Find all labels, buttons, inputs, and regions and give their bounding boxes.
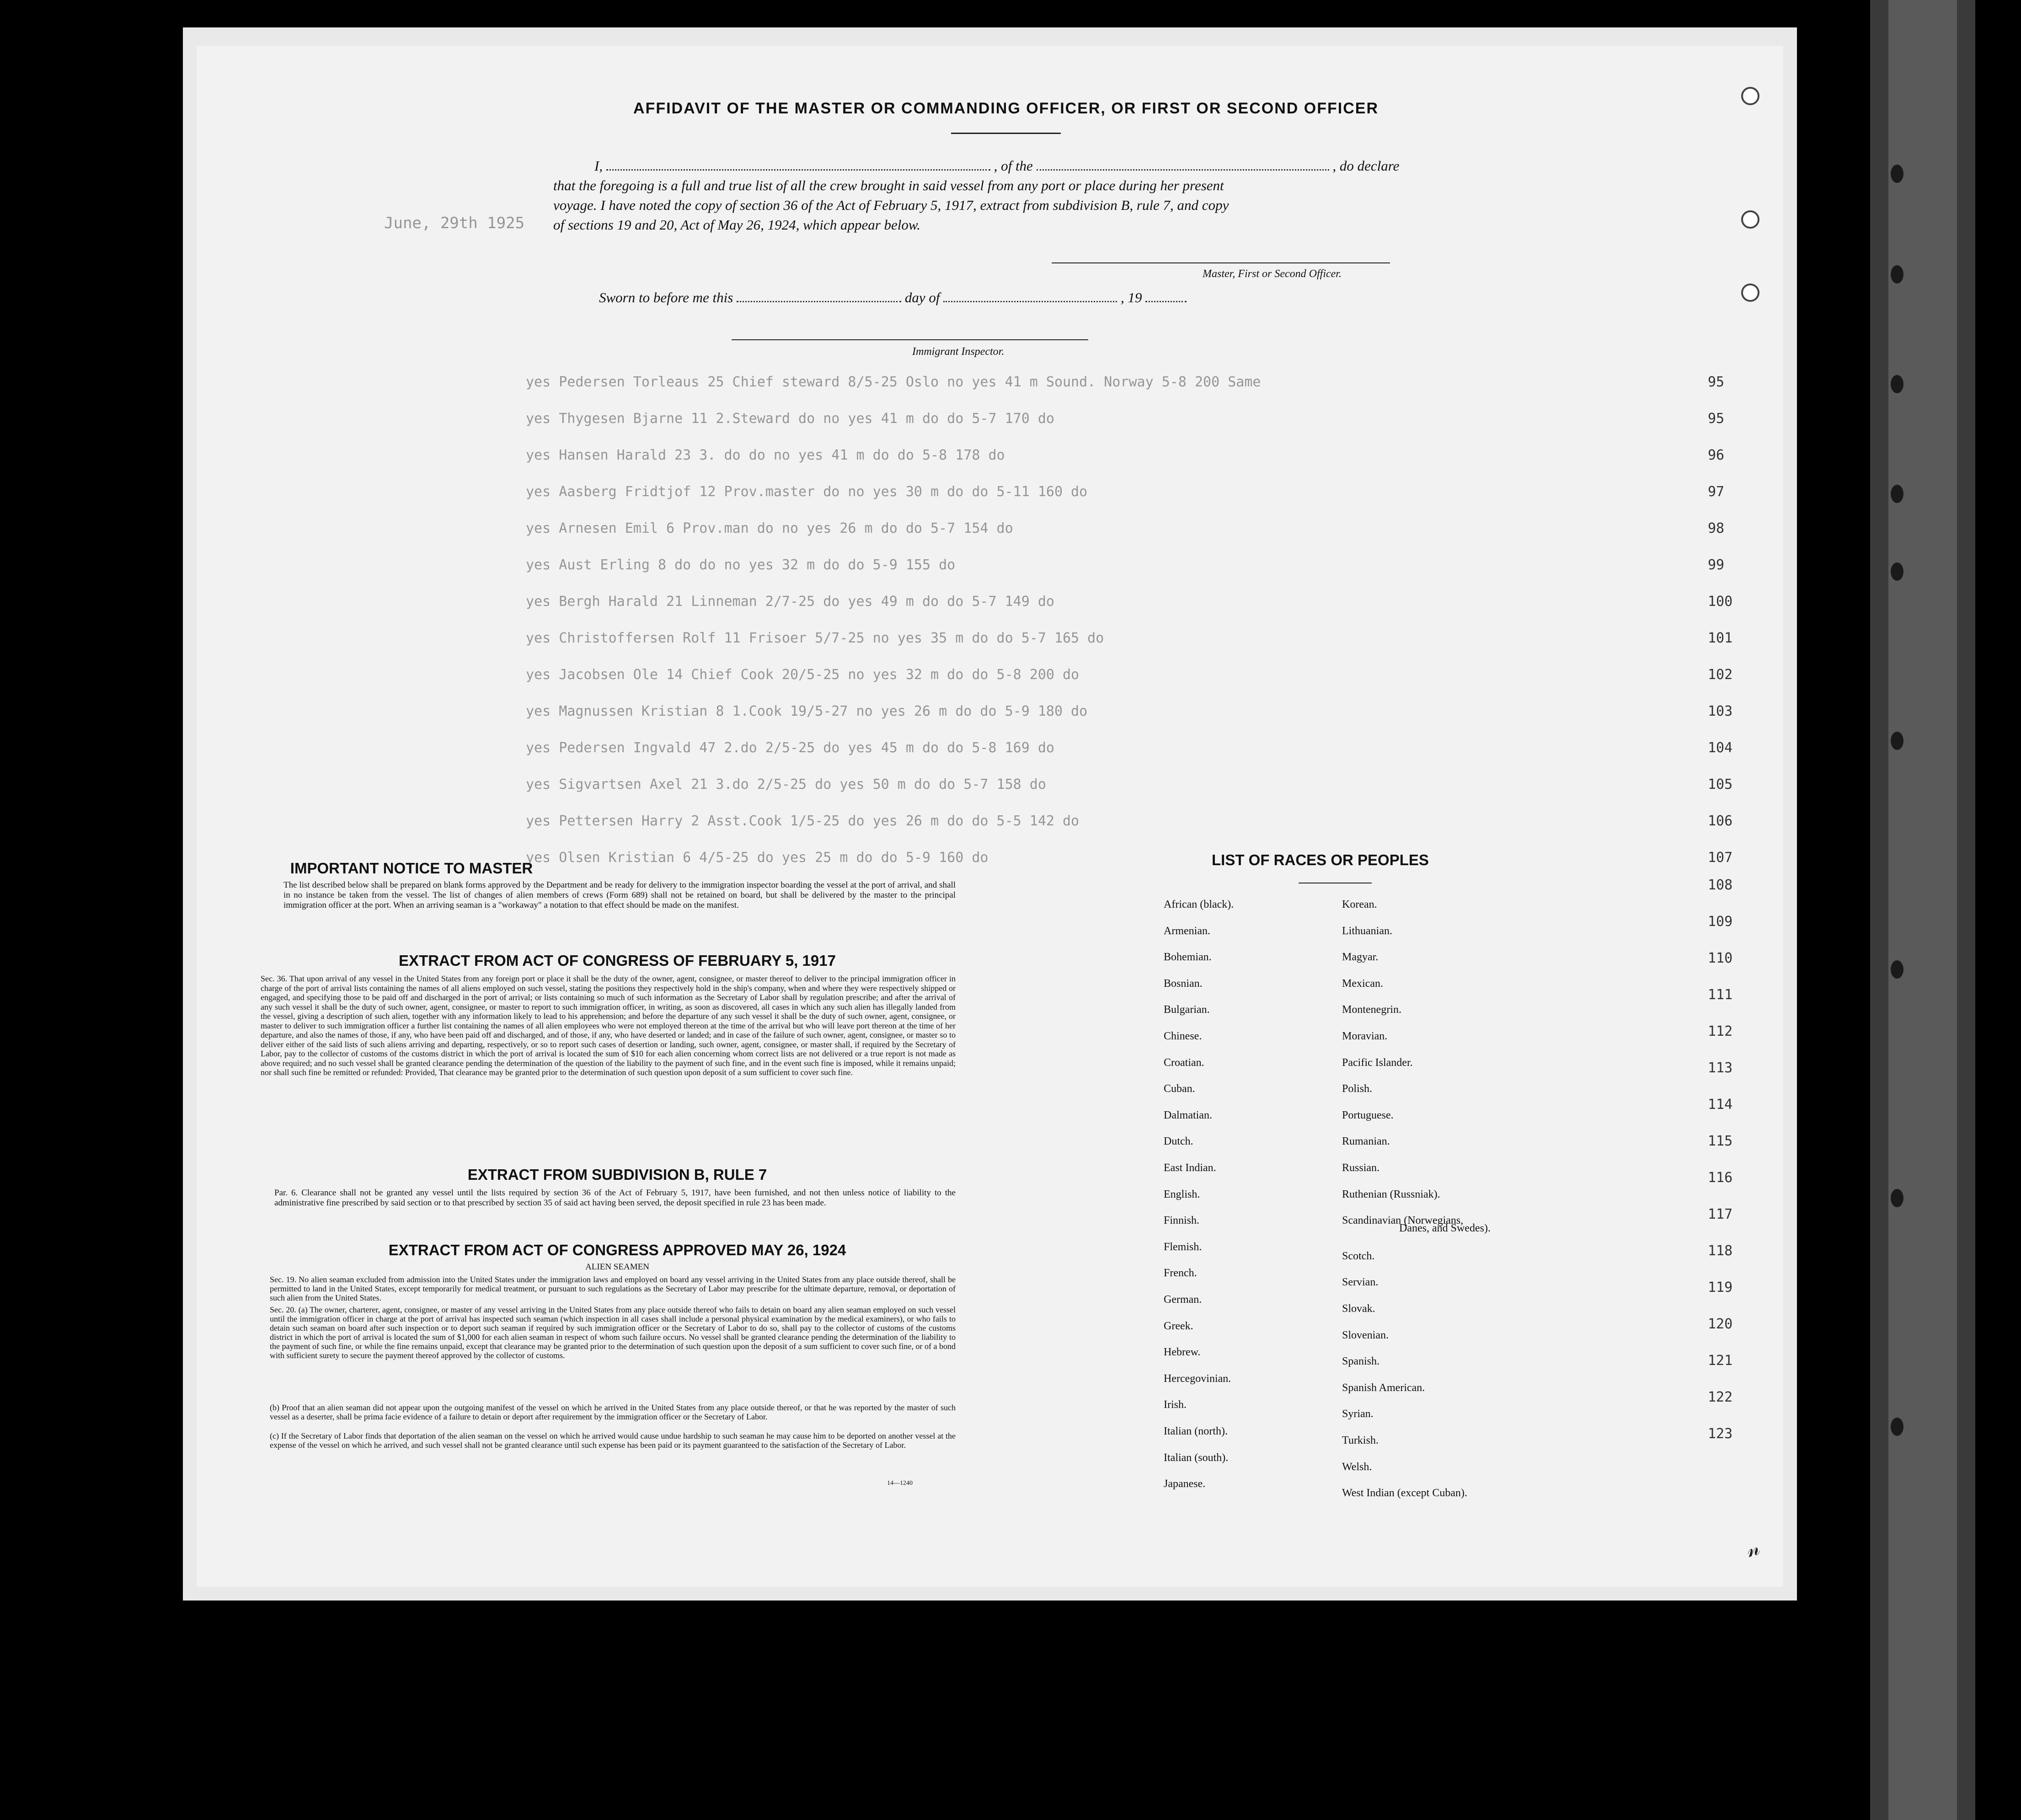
bleed-row-number: 97 — [1708, 484, 1725, 500]
year-label: , 19 — [1120, 289, 1142, 305]
day-of-label: day of — [904, 289, 940, 305]
affidavit-line-2: that the foregoing is a full and true list of all the crew brought in said vessel from any port or place during her present — [553, 177, 1224, 193]
race-item: Flemish. — [1164, 1241, 1202, 1253]
race-item: Cuban. — [1164, 1083, 1195, 1095]
race-item: Montenegrin. — [1342, 1004, 1401, 1016]
bleed-row-number: 102 — [1708, 667, 1733, 683]
race-item: Finnish. — [1164, 1215, 1200, 1227]
bleed-row-number: 104 — [1708, 740, 1733, 756]
race-item: Bosnian. — [1164, 977, 1203, 990]
punch-hole-icon — [1741, 87, 1759, 105]
bleed-row-number: 115 — [1708, 1133, 1733, 1149]
title-rule — [951, 133, 1061, 134]
bleed-row-number: 101 — [1708, 630, 1733, 646]
declarant-name-field[interactable] — [606, 159, 990, 171]
race-item: Moravian. — [1342, 1030, 1388, 1042]
sworn-day-field[interactable] — [737, 291, 901, 302]
bleed-row-number: 117 — [1708, 1206, 1733, 1222]
race-item: French. — [1164, 1267, 1197, 1279]
sworn-line — [599, 289, 1187, 306]
bleed-row-text: yes Arnesen Emil 6 Prov.man do no yes 26 m do do 5-7 154 do — [526, 520, 1013, 536]
race-item: Italian (north). — [1164, 1425, 1228, 1437]
bleed-row-number: 120 — [1708, 1316, 1733, 1332]
race-item: Rumanian. — [1342, 1135, 1390, 1148]
vessel-name-field[interactable] — [1037, 159, 1329, 171]
punch-hole-icon — [1741, 210, 1759, 229]
race-item: Armenian. — [1164, 925, 1210, 937]
bleed-row-number: 111 — [1708, 987, 1733, 1003]
bleed-row-number: 107 — [1708, 850, 1733, 866]
bleed-row-number: 112 — [1708, 1023, 1733, 1039]
race-item: Dalmatian. — [1164, 1109, 1212, 1121]
bleed-row-text: yes Pedersen Ingvald 47 2.do 2/5-25 do yes 45 m do do 5-8 169 do — [526, 740, 1054, 756]
bleed-row-number: 103 — [1708, 703, 1733, 719]
race-item: Slovenian. — [1342, 1329, 1389, 1341]
notice-text: The list described below shall be prepared on blank forms approved by the Department and be ready for delivery to the immigration inspector boarding the vessel at the port of arrival, and shall in no instance be taken from the vessel. The list of changes of alien members of crews (Form 689) shall not be retained on board, but shall be delivered by the master to the principal immigration officer at the port. When an arriving seaman is a "workaway" a notation to that effect should be made on the manifest. — [283, 880, 956, 910]
bleed-row-number: 98 — [1708, 520, 1725, 536]
bleed-row-text: yes Hansen Harald 23 3. do do no yes 41 m do do 5-8 178 do — [526, 447, 1005, 463]
affidavit-line-4: of sections 19 and 20, Act of May 26, 1924, which appear below. — [553, 217, 921, 233]
bleed-row-number: 113 — [1708, 1060, 1733, 1076]
race-item: Dutch. — [1164, 1135, 1193, 1148]
bleed-row-text: yes Bergh Harald 21 Linneman 2/7-25 do yes 49 m do do 5-7 149 do — [526, 594, 1054, 610]
bleed-row-number: 109 — [1708, 914, 1733, 930]
affidavit-title: AFFIDAVIT OF THE MASTER OR COMMANDING OFFICER, OR FIRST OR SECOND OFFICER — [633, 100, 1379, 117]
form-number: 14—1240 — [887, 1480, 913, 1487]
bleed-row-text: yes Olsen Kristian 6 4/5-25 do yes 25 m do do 5-9 160 do — [526, 850, 989, 866]
notice-title: IMPORTANT NOTICE TO MASTER — [290, 860, 533, 877]
race-item: Spanish American. — [1342, 1381, 1425, 1394]
bleed-row-text: yes Sigvartsen Axel 21 3.do 2/5-25 do yes 50 m do do 5-7 158 do — [526, 776, 1046, 792]
affidavit-line-1 — [594, 158, 1399, 174]
race-item: Croatian. — [1164, 1056, 1204, 1069]
extract-1924-sec20b: (b) Proof that an alien seaman did not appear upon the outgoing manifest of the vessel on which he arrived in the United States from any place outside thereof, or that he was reported by the master of such vessel as a deserter, shall be prima facie evidence of a failure to detain or deport after requirement by the immigration officer or the Secretary of Labor. — [270, 1403, 956, 1421]
race-item: Magyar. — [1342, 951, 1379, 964]
race-item: Hebrew. — [1164, 1346, 1201, 1359]
rivet-icon — [1891, 165, 1903, 183]
race-item: Italian (south). — [1164, 1451, 1229, 1464]
race-item: Servian. — [1342, 1276, 1379, 1289]
alien-seamen-subtitle: ALIEN SEAMEN — [585, 1262, 649, 1272]
race-item: Bulgarian. — [1164, 1004, 1210, 1016]
rivet-icon — [1891, 1418, 1903, 1436]
bleed-row-number: 96 — [1708, 447, 1725, 463]
rule7-title: EXTRACT FROM SUBDIVISION B, RULE 7 — [467, 1166, 767, 1183]
bleed-row-number: 119 — [1708, 1279, 1733, 1295]
inspector-signature-line[interactable] — [732, 339, 1088, 340]
race-item: Ruthenian (Russniak). — [1342, 1188, 1440, 1200]
races-title: LIST OF RACES OR PEOPLES — [1212, 851, 1429, 868]
bleed-row-text: yes Pedersen Torleaus 25 Chief steward 8/5-25 Oslo no yes 41 m Sound. Norway 5-8 200 Same — [526, 374, 1261, 390]
race-item: Polish. — [1342, 1083, 1373, 1095]
sworn-label: Sworn to before me this — [599, 289, 733, 305]
bleed-row-number: 100 — [1708, 594, 1733, 610]
bleed-row-number: 108 — [1708, 877, 1733, 893]
extract-1917-text: Sec. 36. That upon arrival of any vessel in the United States from any foreign port or place it shall be the duty of the owner, agent, consignee, or master thereof to deliver to the principal immigration officer in charge of the port of arrival lists containing the names of all aliens employed on such vessel, stating the positions they respectively hold in the ship's company, when and where they were respectively shipped or engaged, and specifying those to be paid off and discharged in the port of arrival; or lists containing so much of such information as the Secretary of Labor shall by regulation prescribe; and after the arrival of any such vessel it shall be the duty of such owner, agent, consignee, or master to report to such immigration officer, in writing, as soon as discovered, all cases in which any such alien has illegally landed from the vessel, giving a description of such alien, together with any information likely to lead to his apprehension; and before the departure of any such vessel it shall be the duty of such owner, agent, consignee, or master to deliver to such immigration officer a further list containing the names of all alien employees who were not employed thereon at the time of the arrival but who will leave port thereon at the time of her departure, and also the names of those, if any, who have been paid off and discharged, and of those, if any, who have deserted or landed; and in case of the failure of such owner, agent, consignee, or master so to deliver either of the said lists of such aliens arriving and departing, respectively, or so to report such cases of desertion or landing, such owner, agent, consignee, or master shall, if required by the Secretary of Labor, pay to the collector of customs of the customs district in which the port of arrival is located the sum of $10 for each alien concerning whom correct lists are not delivered or a true report is not made as above required; and no such vessel shall be granted clearance pending the determination of the question of the liability to the payment of such fine, and in the event such fine is imposed, while it remains unpaid; nor shall such fine be remitted or refunded: Provided, That clearance may be granted prior to the determination of such question upon deposit of a sum sufficient to cover such fine. — [261, 974, 956, 1077]
race-item: Greek. — [1164, 1320, 1193, 1332]
bleed-row-number: 116 — [1708, 1170, 1733, 1186]
bleed-row-text: yes Aust Erling 8 do do no yes 32 m do do 5-9 155 do — [526, 557, 956, 573]
punch-hole-icon — [1741, 284, 1759, 302]
bleed-row-number: 105 — [1708, 776, 1733, 792]
rivet-icon — [1891, 485, 1903, 503]
race-scandinavian-cont: Danes, and Swedes). — [1399, 1222, 1491, 1234]
bleed-row-number: 121 — [1708, 1353, 1733, 1369]
race-item: West Indian (except Cuban). — [1342, 1487, 1467, 1499]
bleed-row-text: yes Jacobsen Ole 14 Chief Cook 20/5-25 no yes 32 m do do 5-8 200 do — [526, 667, 1080, 683]
race-item: Scotch. — [1342, 1250, 1375, 1262]
rule7-text: Par. 6. Clearance shall not be granted any vessel until the lists required by section 36 of the Act of February 5, 1917, have been furnished, and not then unless notice of liability to the administrative fine prescribed by said section or to that prescribed by section 35 of said act having been served, the deposit specified in rule 23 has been made. — [274, 1188, 956, 1208]
extract-1924-sec19: Sec. 19. No alien seaman excluded from admission into the United States under the immigration laws and employed on board any vessel arriving in the United States from any place outside thereof, shall be permitted to land in the United States, except temporarily for medical treatment, or pursuant to such regulations as the Secretary of Labor may prescribe for the ultimate departure, removal, or deportation of such alien from the United States. — [270, 1275, 956, 1302]
race-item: Chinese. — [1164, 1030, 1202, 1042]
race-item: English. — [1164, 1188, 1200, 1200]
bleed-row-text: yes Aasberg Fridtjof 12 Prov.master do no yes 30 m do do 5-11 160 do — [526, 484, 1088, 500]
race-item: Korean. — [1342, 899, 1377, 910]
bleed-row-number: 99 — [1708, 557, 1725, 573]
rivet-icon — [1891, 265, 1903, 284]
race-item: Portuguese. — [1342, 1109, 1394, 1121]
race-item: Pacific Islander. — [1342, 1056, 1413, 1069]
rivet-icon — [1891, 732, 1903, 750]
handwritten-mark: 𝓃 — [1743, 1536, 1763, 1562]
race-item: German. — [1164, 1294, 1202, 1306]
race-item: Scandinavian (Norwegians, — [1342, 1215, 1464, 1227]
bleed-row-number: 95 — [1708, 374, 1725, 390]
race-item: Syrian. — [1342, 1408, 1374, 1420]
rivet-icon — [1891, 1189, 1903, 1207]
race-item: Lithuanian. — [1342, 925, 1392, 937]
rivet-icon — [1891, 375, 1903, 393]
sworn-year-field[interactable] — [1145, 291, 1187, 302]
race-item: Slovak. — [1342, 1303, 1375, 1315]
bleed-row-number: 95 — [1708, 411, 1725, 427]
master-signature-label: Master, First or Second Officer. — [1203, 268, 1342, 280]
bleed-date: June, 29th 1925 — [384, 214, 525, 232]
bleed-row-text: yes Christoffersen Rolf 11 Frisoer 5/7-25 no yes 35 m do do 5-7 165 do — [526, 630, 1104, 646]
affidavit-line-3: voyage. I have noted the copy of section 36 of the Act of February 5, 1917, extract from subdivision B, rule 7, and copy — [553, 197, 1229, 213]
bleed-row-text: yes Magnussen Kristian 8 1.Cook 19/5-27 no yes 26 m do do 5-9 180 do — [526, 703, 1088, 719]
extract-1924-sec20a: Sec. 20. (a) The owner, charterer, agent, consignee, or master of any vessel arriving in the United States from any place outside thereof who fails to detain on board any alien seaman employed on such vessel until the immigration officer in charge at the port of arrival has inspected such seaman (which inspection in all cases shall include a personal physical examination by the medical examiners), or who fails to detain such seaman on board after such inspection or to deport such seaman if required by such immigration officer or the Secretary of Labor to do so, shall pay to the collector of customs of the customs district in which the port of arrival is located the sum of $1,000 for each alien seaman in respect of whom such failure occurs. No vessel shall be granted clearance pending the determination of the liability to the payment of such fine, or while the fine remains unpaid, except that clearance may be granted prior to the determination of such question upon the deposit of a sum sufficient to cover such fine, or of a bond with sufficient surety to secure the payment thereof approved by the collector of customs. — [270, 1305, 956, 1360]
race-item: Irish. — [1164, 1399, 1187, 1411]
master-signature-line[interactable] — [1052, 262, 1390, 263]
vessel-label: , of the — [994, 158, 1033, 174]
bleed-row-number: 122 — [1708, 1389, 1733, 1405]
extract-1924-title: EXTRACT FROM ACT OF CONGRESS APPROVED MAY 26, 1924 — [388, 1242, 846, 1258]
declarant-label: I, — [594, 158, 603, 174]
race-item: Bohemian. — [1164, 951, 1212, 964]
race-item: Hercegovinian. — [1164, 1372, 1231, 1385]
bleed-row-number: 118 — [1708, 1243, 1733, 1259]
race-item: Turkish. — [1342, 1435, 1379, 1446]
race-item: Mexican. — [1342, 977, 1383, 990]
rivet-icon — [1891, 562, 1903, 581]
bleed-row-number: 123 — [1708, 1426, 1733, 1442]
race-item: African (black). — [1164, 899, 1234, 910]
bleed-row-text: yes Thygesen Bjarne 11 2.Steward do no yes 41 m do do 5-7 170 do — [526, 411, 1054, 427]
race-item: Russian. — [1342, 1162, 1380, 1174]
bleed-row-text: yes Pettersen Harry 2 Asst.Cook 1/5-25 do yes 26 m do do 5-5 142 do — [526, 813, 1080, 829]
sworn-month-field[interactable] — [943, 291, 1117, 302]
extract-1924-sec20c: (c) If the Secretary of Labor finds that deportation of the alien seaman on the vessel on which he arrived would cause undue hardship to such seaman he may cause him to be deported on another vessel at the expense of the vessel on which he arrived, and such vessel shall not be granted clearance until such expense has been paid or its payment guaranteed to the satisfaction of the Secretary of Labor. — [270, 1431, 956, 1450]
declare-label: , do declare — [1332, 158, 1400, 174]
race-item: Spanish. — [1342, 1355, 1380, 1368]
race-item: Japanese. — [1164, 1478, 1206, 1490]
bleed-row-number: 106 — [1708, 813, 1733, 829]
race-item: East Indian. — [1164, 1162, 1216, 1174]
race-item: Welsh. — [1342, 1461, 1372, 1473]
rivet-icon — [1891, 960, 1903, 979]
inspector-label: Immigrant Inspector. — [912, 346, 1005, 358]
bleed-row-number: 114 — [1708, 1097, 1733, 1113]
extract-1917-title: EXTRACT FROM ACT OF CONGRESS OF FEBRUARY 5, 1917 — [399, 952, 836, 969]
bleed-row-number: 110 — [1708, 950, 1733, 966]
